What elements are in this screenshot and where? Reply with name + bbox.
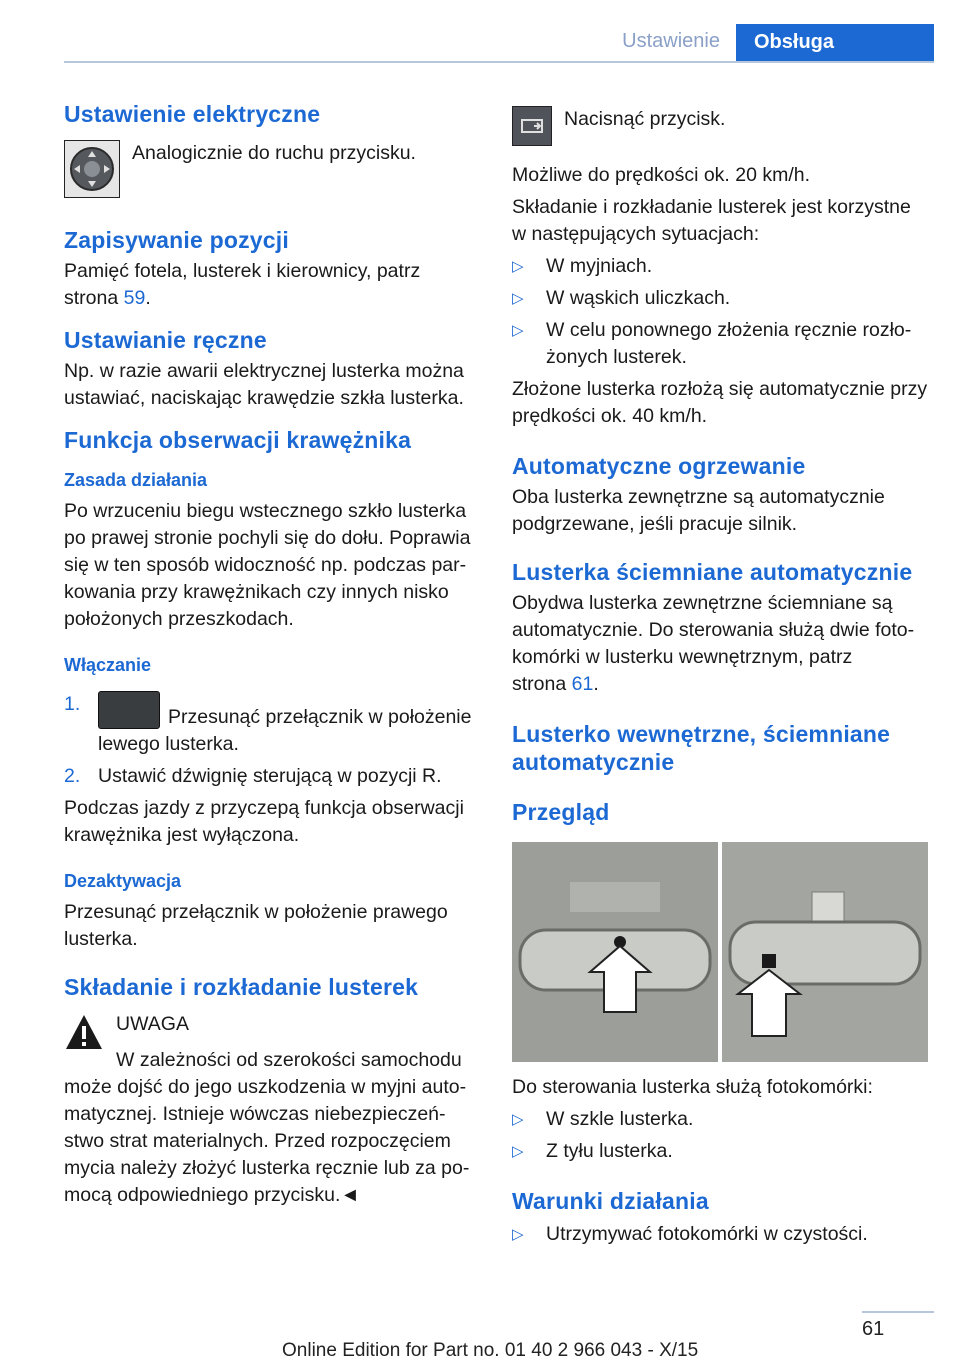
fold-button-row xyxy=(512,106,930,146)
left-column xyxy=(64,100,480,1209)
heading-kraweznik: Funkcja obserwacji krawężnika xyxy=(64,427,412,453)
heading-warunki: Warunki działania xyxy=(512,1188,709,1214)
press-text: Nacisnąć przycisk. xyxy=(564,108,726,130)
header-tab: Obsługa xyxy=(736,24,934,61)
header-rule xyxy=(64,61,934,63)
step-number: 1. xyxy=(64,693,81,715)
foto-text: Do sterowania lusterka służą fotokomórki: xyxy=(512,1076,873,1098)
page-link-59[interactable]: 59 xyxy=(123,287,146,309)
list-item-text: W wąskich uliczkach. xyxy=(546,287,731,309)
przyczepa-text: Podczas jazdy z przyczepą funkcja obserwacji krawężnika jest wyłączona. xyxy=(64,797,464,846)
page-number: 61 xyxy=(862,1318,885,1340)
list-item-text: W myjniach. xyxy=(546,255,653,277)
fold-text: Składanie i rozkładanie lusterek jest korzystne w następujących sytuacjach: xyxy=(512,196,911,245)
dezakt-text: Przesunąć przełącznik w położenie prawego lusterka. xyxy=(64,901,448,950)
bullet-triangle-icon: ▷ xyxy=(512,290,524,307)
bullet-triangle-icon: ▷ xyxy=(512,322,524,339)
heading-dezakt: Dezaktywacja xyxy=(64,871,182,891)
mirror-front-image xyxy=(512,842,718,1062)
page-link-61[interactable]: 61 xyxy=(571,673,594,695)
auto-unfold-text: Złożone lusterka rozłożą się automatycznie przy prędkości ok. 40 km/h. xyxy=(512,378,928,427)
list-item xyxy=(512,1106,930,1133)
sciemniane-end: . xyxy=(593,673,599,695)
step-1 xyxy=(64,691,480,758)
ogrzewanie-text: Oba lusterka zewnętrzne są automatycznie podgrzewane, jeśli pracuje silnik. xyxy=(512,486,885,535)
heading-sciemniane: Lusterka ściemniane automatycznie xyxy=(512,559,913,585)
heading-zasada: Zasada działania xyxy=(64,470,208,490)
list-item-text: Z tyłu lusterka. xyxy=(546,1140,673,1162)
zapis-end: . xyxy=(145,287,151,309)
step-number: 2. xyxy=(64,765,81,787)
sciemniane-text-b: strona xyxy=(512,673,572,695)
heading-przeglad: Przegląd xyxy=(512,799,610,825)
heading-ogrzewanie: Automatyczne ogrzewanie xyxy=(512,453,806,479)
bullet-triangle-icon: ▷ xyxy=(512,1143,524,1160)
list-item xyxy=(512,317,930,371)
header-section: Ustawienie xyxy=(622,30,720,52)
heading-reczne: Ustawianie ręczne xyxy=(64,327,267,353)
sciemniane-text xyxy=(512,590,930,698)
switch-icon xyxy=(98,691,160,729)
zasada-text: Po wrzuceniu biegu wstecznego szkło lusterka po prawej stronie pochyli się do dołu. Poprawia się w ten sposób widoczność np. podczas par-kowania przy krawężnikach czy innych nisko położonych przeszkodach. xyxy=(64,500,471,630)
warning-icon xyxy=(64,1011,104,1057)
heading-zapis: Zapisywanie pozycji xyxy=(64,227,289,253)
zapis-text xyxy=(64,258,480,312)
list-item xyxy=(512,1221,930,1248)
steps-list xyxy=(64,691,480,790)
warning-text: W zależności od szerokości samochodu może dojść do jego uszkodzenia w myjni auto-matycznej. Istnieje wówczas niebezpieczeń-stwo strat materialnych. Przed rozpoczęciem mycia należy złożyć lusterka ręcznie lub za po-mocą odpowiedniego przycisku.◄ xyxy=(64,1049,470,1206)
step-text: Przesunąć przełącznik w położenie lewego lusterka. xyxy=(98,706,472,755)
mirror-back-image xyxy=(722,842,928,1062)
zapis-text-b: strona xyxy=(64,287,124,309)
bullet-triangle-icon: ▷ xyxy=(512,1226,524,1243)
step-text: Ustawić dźwignię sterującą w pozycji R. xyxy=(98,765,442,787)
heading-wlaczanie: Włączanie xyxy=(64,655,152,675)
mirror-control-row xyxy=(64,140,480,198)
footer-rule xyxy=(862,1311,934,1313)
list-item xyxy=(512,253,930,280)
fold-list xyxy=(512,253,930,371)
elektryczne-text: Analogicznie do ruchu przycisku. xyxy=(132,142,416,164)
mirror-joystick-icon xyxy=(64,140,120,198)
fold-mirror-button-icon xyxy=(512,106,552,146)
right-column xyxy=(512,100,930,1253)
bullet-triangle-icon: ▷ xyxy=(512,258,524,275)
reczne-text: Np. w razie awarii elektrycznej lusterka można ustawiać, naciskając krawędzie szkła lusterka. xyxy=(64,360,464,409)
mirror-photo xyxy=(512,842,928,1062)
bullet-triangle-icon: ▷ xyxy=(512,1111,524,1128)
speed-text: Możliwe do prędkości ok. 20 km/h. xyxy=(512,164,811,186)
list-item-text: W celu ponownego złożenia ręcznie rozło-żonych lusterek. xyxy=(546,319,912,368)
list-item xyxy=(512,1138,930,1165)
step-2 xyxy=(64,763,480,790)
edition-text: Online Edition for Part no. 01 40 2 966 043 - X/15 xyxy=(282,1340,699,1361)
page-header xyxy=(0,0,960,62)
zapis-text-a: Pamięć fotela, lusterek i kierownicy, patrz xyxy=(64,260,421,282)
warunki-list xyxy=(512,1221,930,1248)
list-item-text: W szkle lusterka. xyxy=(546,1108,694,1130)
list-item-text: Utrzymywać fotokomórki w czystości. xyxy=(546,1223,868,1245)
list-item xyxy=(512,285,930,312)
heading-elektryczne: Ustawienie elektryczne xyxy=(64,101,321,127)
heading-wewnetrzne: Lusterko wewnętrzne, ściemniane automatycznie xyxy=(512,721,891,775)
sciemniane-text-a: Obydwa lusterka zewnętrzne ściemniane są automatycznie. Do sterowania służą dwie foto-komórki w lusterku wewnętrznym, patrz xyxy=(512,592,915,668)
heading-skladanie: Składanie i rozkładanie lusterek xyxy=(64,974,419,1000)
foto-list xyxy=(512,1106,930,1165)
uwaga-label: UWAGA xyxy=(116,1013,189,1035)
